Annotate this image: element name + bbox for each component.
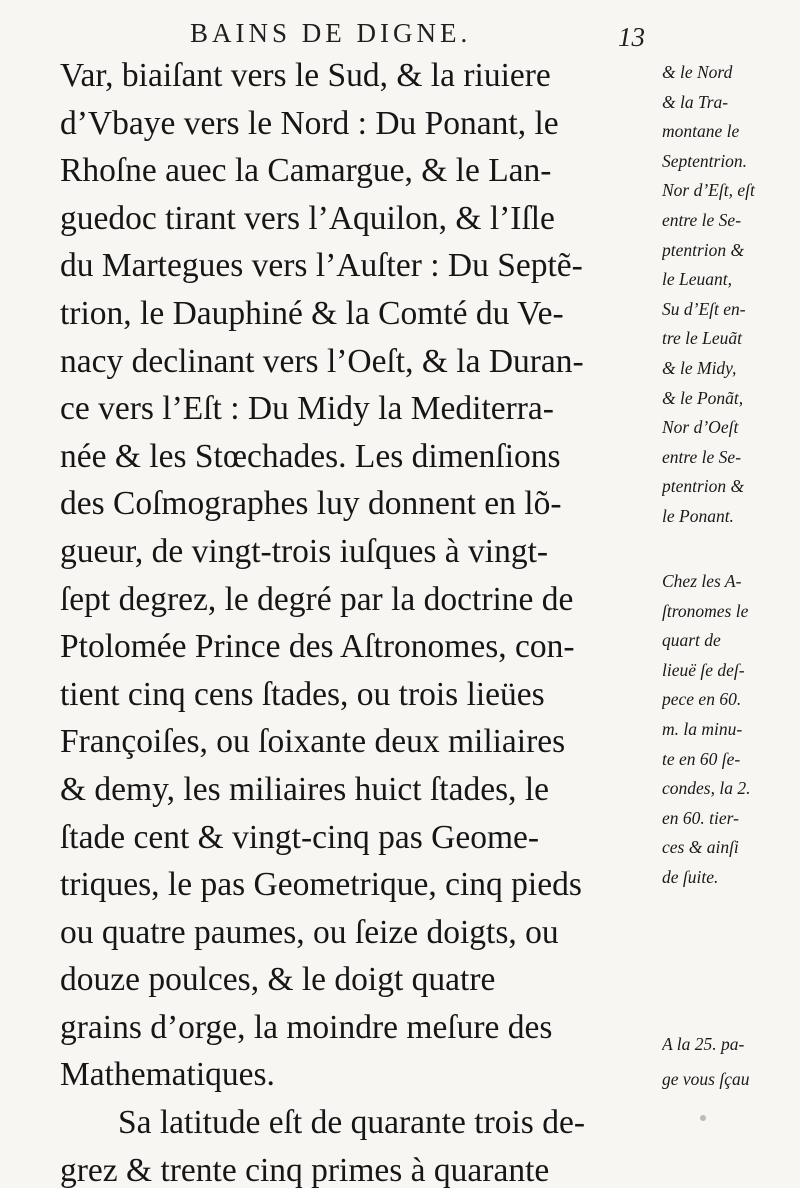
note-line: entre le Se- [662, 209, 742, 230]
text-line: Ptolomée Prince des Aſtronomes, con- [60, 628, 575, 666]
text-line: Mathematiques. [60, 1056, 275, 1094]
note-line: & le Ponãt, [662, 387, 744, 408]
note-line: & le Midy, [662, 357, 737, 378]
text-line: Rhoſne auec la Camargue, & le Lan- [60, 152, 552, 190]
note-line: condes, la 2. [662, 778, 751, 799]
marginal-note-compass [662, 58, 798, 532]
text-line: ſept degrez, le degré par la doctrine de [60, 580, 574, 618]
note-line: & la Tra- [662, 91, 729, 112]
text-line: Var, biaiſant vers le Sud, & la riuiere [60, 57, 551, 94]
marginal-note-astronomy [662, 567, 798, 893]
ink-spot [700, 1115, 706, 1121]
note-line: & le Nord [662, 62, 733, 82]
note-line: pece en 60. [662, 689, 742, 710]
note-line: montane le [662, 121, 740, 142]
page-header [0, 18, 800, 54]
text-line: ou quatre paumes, ou ſeize doigts, ou [60, 913, 559, 951]
text-line: ſtade cent & vingt-cinq pas Geome- [60, 818, 540, 856]
note-line: ces & ainſi [662, 837, 739, 858]
text-line: née & les Stœchades. Les dimenſions [60, 437, 561, 475]
note-line: Su d’Eſt en- [662, 298, 746, 319]
note-line: le Ponant. [662, 505, 734, 526]
note-line: entre le Se- [662, 446, 742, 467]
text-line: gueur, de vingt-trois iuſques à vingt- [60, 532, 549, 570]
note-line: Nor d’Oeſt [662, 417, 739, 438]
note-line: lieuë ſe deſ- [662, 659, 745, 680]
text-line: des Coſmographes luy donnent en lõ- [60, 485, 562, 523]
text-line: & demy, les miliaires huict ſtades, le [60, 770, 550, 808]
note-line: ſtronomes le [662, 600, 749, 621]
text-line: douze poulces, & le doigt quatre [60, 961, 496, 999]
text-line: grains d’orge, la moindre meſure des [60, 1008, 553, 1046]
text-line: Françoiſes, ou ſoixante deux miliaires [60, 723, 566, 761]
text-line: triques, le pas Geometrique, cinq pieds [60, 866, 582, 904]
text-line: guedoc tirant vers l’Aquilon, & l’Iſle [60, 199, 555, 237]
text-line: d’Vbaye vers le Nord : Du Ponant, le [60, 104, 559, 142]
note-line: te en 60 ſe- [662, 748, 741, 769]
note-line: en 60. tier- [662, 807, 739, 828]
text-line: trion, le Dauphiné & la Comté du Ve- [60, 294, 564, 332]
note-line: ptentrion & [662, 476, 745, 497]
main-text-block [60, 52, 660, 1194]
running-title: BAINS DE DIGNE. [190, 18, 472, 48]
text-line: ce vers l’Eſt : Du Midy la Mediterra- [60, 390, 554, 428]
marginal-note-reference [662, 1027, 798, 1097]
paragraph-start-line: Sa latitude eſt de quarante trois de- [118, 1104, 585, 1142]
text-line: grez & trente cinq primes à quarante [60, 1151, 550, 1189]
note-line: Chez les A- [662, 571, 742, 591]
page-number: 13 [618, 22, 645, 52]
text-line: tient cinq cens ſtades, ou trois lieües [60, 675, 545, 713]
text-line: nacy declinant vers l’Oeſt, & la Duran- [60, 342, 584, 380]
note-line: Nor d’Eſt, eſt [662, 180, 755, 201]
note-line: A la 25. pa- [662, 1034, 745, 1054]
note-line: de ſuite. [662, 866, 719, 887]
note-line: Septentrion. [662, 150, 748, 171]
note-line: m. la minu- [662, 718, 743, 739]
note-line: quart de [662, 630, 721, 651]
note-line: le Leuant, [662, 269, 732, 290]
text-line: du Martegues vers l’Auſter : Du Septẽ- [60, 247, 583, 285]
note-line: ge vous ſçau [662, 1069, 750, 1089]
note-line: ptentrion & [662, 239, 745, 260]
note-line: tre le Leuãt [662, 328, 743, 349]
